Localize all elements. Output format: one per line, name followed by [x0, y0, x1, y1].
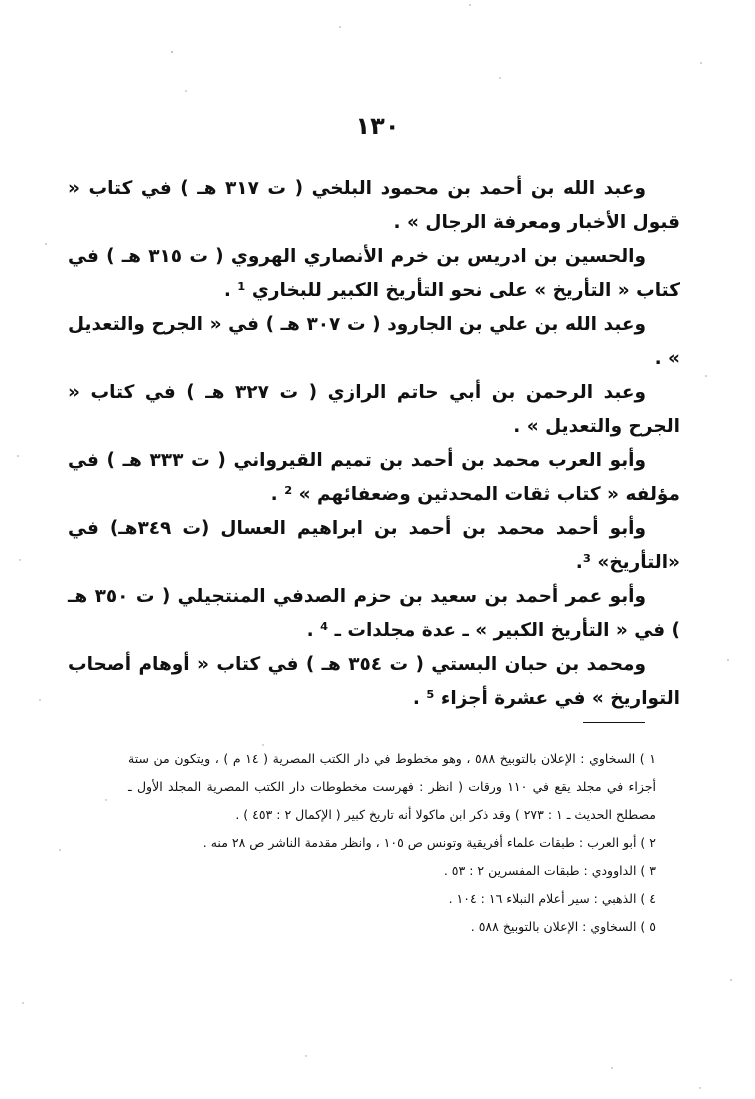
paragraph-sadafi: وأبو عمر أحمد بن سعيد بن حزم الصدفي المنتجيلي ( ت ٣٥٠ هـ ) في « التأريخ الكبير » ـ عدة مجلدات ـ ⁴ .	[68, 586, 680, 641]
paragraph-assal: وأبو أحمد محمد بن أحمد بن ابراهيم العسال (ت ٣٤٩هـ) في «التأريخ» ³.	[68, 518, 680, 573]
main-text	[68, 172, 680, 716]
footnotes	[128, 745, 656, 941]
footnote-divider	[583, 722, 645, 723]
footnote-1: ١ ) السخاوي : الإعلان بالتوبيخ ٥٨٨ ، وهو مخطوط في دار الكتب المصرية ( ١٤ م ) ، ويتكون من ستة أجزاء في مجلد يقع في ١١٠ ورقات ( انظر : فهرست مخطوطات دار الكتب المصرية المجلد الأول ـ مصطلح الحديث ـ ١ : ٢٧٣ ) وقد ذكر ابن ماكولا أنه تاريخ كبير ( الإكمال ٢ : ٤٥٣ ) .	[128, 751, 656, 822]
footnote-3: ٣ ) الداوودي : طبقات المفسرين ٢ : ٥٣ .	[443, 863, 656, 878]
paragraph-harawi: والحسين بن ادريس بن خرم الأنصاري الهروي ( ت ٣١٥ هـ ) في كتاب « التأريخ » على نحو التأريخ الكبير للبخاري ¹ .	[68, 246, 680, 301]
paragraph-jarud: وعبد الله بن علي بن الجارود ( ت ٣٠٧ هـ ) في « الجرح والتعديل » .	[68, 314, 680, 369]
paragraph-busti: ومحمد بن حبان البستي ( ت ٣٥٤ هـ ) في كتاب « أوهام أصحاب التواريخ » في عشرة أجزاء ⁵ .	[68, 654, 680, 709]
page-number: ١٣٠	[355, 112, 400, 140]
footnote-2: ٢ ) أبو العرب : طبقات علماء أفريقية وتونس ص ١٠٥ ، وانظر مقدمة الناشر ص ٢٨ منه .	[202, 835, 656, 850]
paragraph-razi: وعبد الرحمن بن أبي حاتم الرازي ( ت ٣٢٧ هـ ) في كتاب « الجرح والتعديل » .	[68, 382, 680, 437]
paragraph-balkhi: وعبد الله بن أحمد بن محمود البلخي ( ت ٣١٧ هـ ) في كتاب « قبول الأخبار ومعرفة الرجال » .	[68, 178, 680, 233]
footnote-5: ٥ ) السخاوي : الإعلان بالتوبيخ ٥٨٨ .	[470, 919, 656, 934]
paragraph-qayrawani: وأبو العرب محمد بن أحمد بن تميم القيرواني ( ت ٣٣٣ هـ ) في مؤلفه « كتاب ثقات المحدثين وضعفائهم » ² .	[68, 450, 680, 505]
footnote-4: ٤ ) الذهبي : سير أعلام النبلاء ١٦ : ١٠٤ .	[448, 891, 656, 906]
